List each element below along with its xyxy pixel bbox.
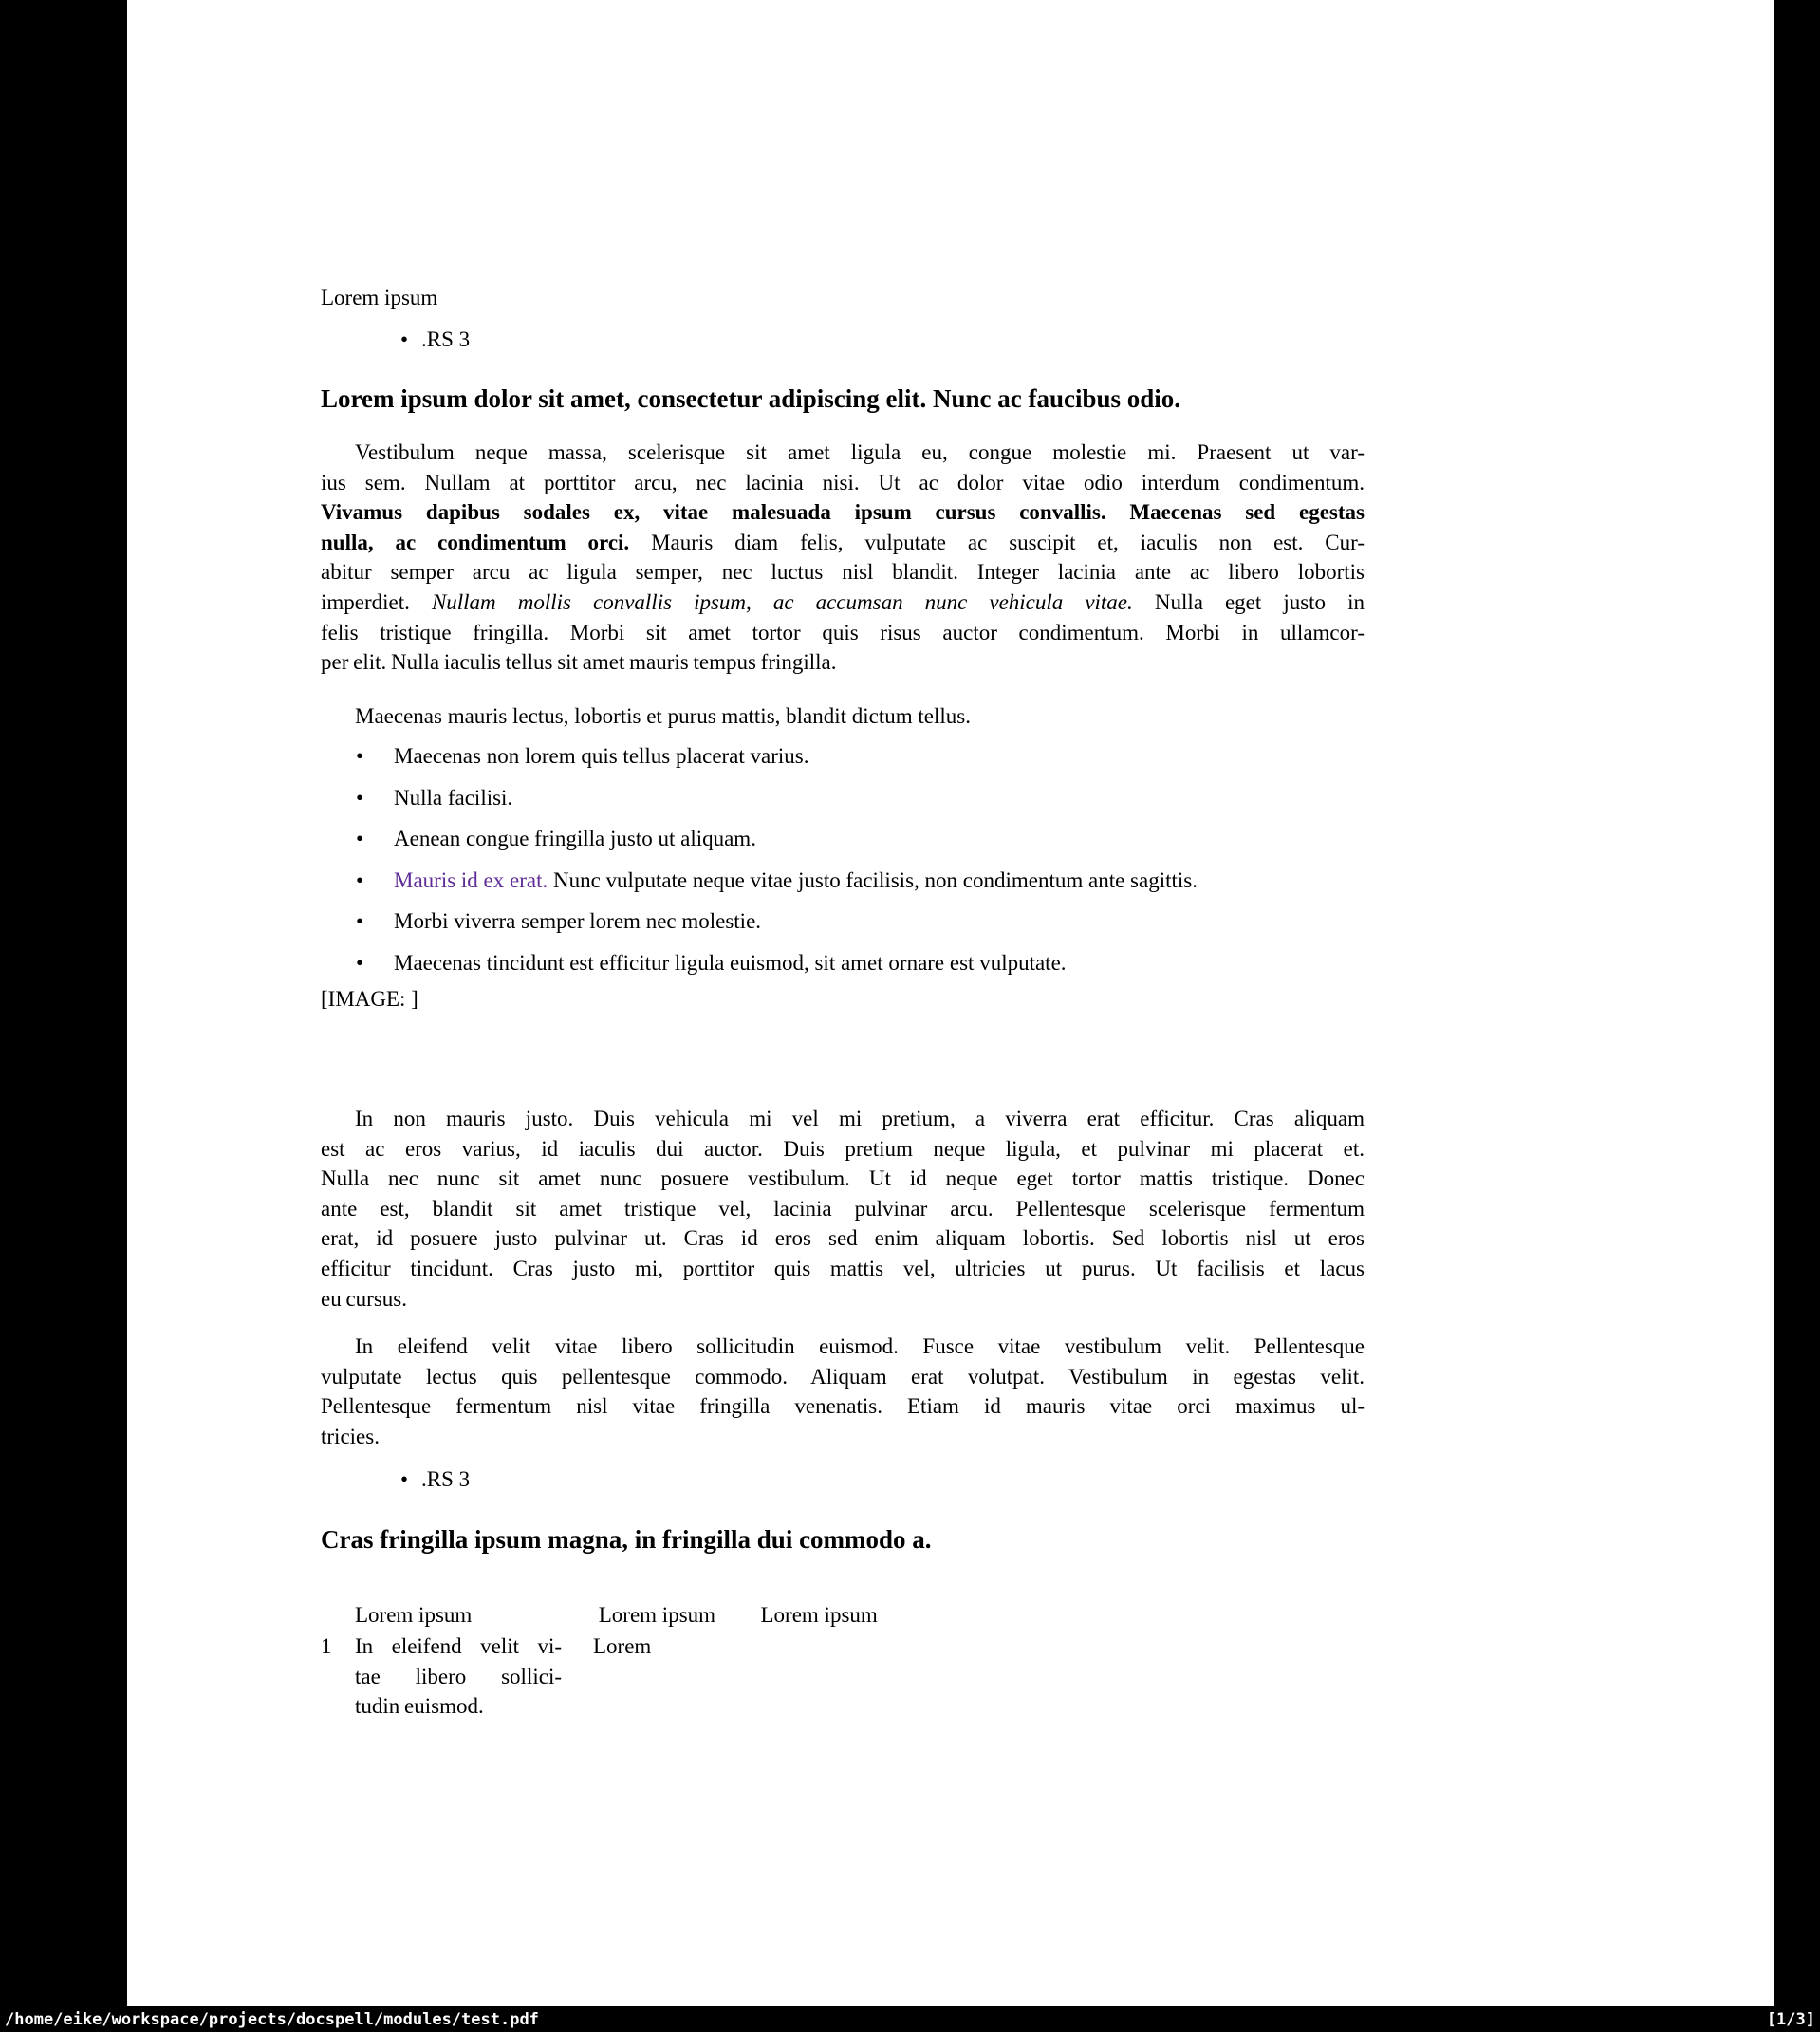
- text-segment: Nullam mollis convallis ipsum, ac accumsan nunc vehicula vitae.: [431, 589, 1133, 614]
- bullet-item-text: [394, 866, 1198, 896]
- bullet-list-item: [356, 741, 1365, 772]
- text-line: [321, 1254, 1365, 1284]
- rs-list-item-1: [400, 325, 470, 355]
- bullet-item-text: [394, 948, 1067, 979]
- text-segment: Mauris diam felis, vulputate ac suscipit et, iaculis non est. Cur-: [629, 530, 1365, 554]
- bullet-icon: •: [356, 827, 364, 851]
- top-label: Lorem ipsum: [321, 286, 438, 309]
- table-header-col3: Lorem ipsum: [760, 1603, 878, 1627]
- maecenas-line: Maecenas mauris lectus, lobortis et purus mattis, blandit dictum tellus.: [355, 704, 971, 728]
- text-line: [321, 1194, 1365, 1224]
- bullet-list: [321, 741, 1365, 990]
- text-segment: vulputate lectus quis pellentesque commodo. Aliquam erat volutpat. Vestibulum in egestas velit.: [321, 1364, 1365, 1389]
- text-segment: felis tristique fringilla. Morbi sit amet tortor quis risus auctor condimentum. Morbi in ullamcor-: [321, 620, 1365, 644]
- text-segment: Vivamus dapibus sodales ex, vitae malesuada ipsum cursus convallis. Maecenas sed egestas: [321, 500, 1365, 525]
- bullet-list-item: [356, 824, 1365, 854]
- table-header-row: [355, 1600, 878, 1631]
- bullet-item-text: [394, 783, 512, 813]
- text-segment: ante est, blandit sit amet tristique vel, lacinia pulvinar arcu. Pellentesque scelerisque fermentum: [321, 1196, 1365, 1221]
- text-line: [321, 1422, 1365, 1452]
- text-segment: abitur semper arcu ac ligula semper, nec luctus nisl blandit. Integer lacinia ante ac libero lobortis: [321, 560, 1365, 585]
- bullet-item-text: [394, 824, 756, 854]
- text-segment: ius sem. Nullam at porttitor arcu, nec lacinia nisi. Ut ac dolor vitae odio interdum condimentum.: [321, 470, 1365, 494]
- text-line: [321, 497, 1365, 528]
- pdf-page: [127, 0, 1774, 2006]
- section-heading-2: Cras fringilla ipsum magna, in fringilla dui commodo a.: [321, 1525, 932, 1554]
- statusbar-page-indicator: [1/3]: [1766, 2009, 1815, 2029]
- text-line: [321, 587, 1365, 618]
- table-header-col1: Lorem ipsum: [355, 1603, 473, 1627]
- text-line: [321, 1134, 1365, 1165]
- text-line: [321, 1104, 1365, 1134]
- text-line: [321, 438, 1365, 468]
- text-segment: est ac eros varius, id iaculis dui auctor. Duis pretium neque ligula, et pulvinar mi placerat et.: [321, 1136, 1365, 1161]
- text-segment: tudin euismod.: [355, 1694, 484, 1719]
- text-segment: Morbi viverra semper lorem nec molestie.: [394, 909, 762, 934]
- text-line: [321, 647, 1365, 678]
- table-cell-col1: [355, 1631, 562, 1722]
- text-segment: eu cursus.: [321, 1286, 407, 1311]
- bullet-icon: •: [356, 909, 364, 934]
- text-segment: Maecenas non lorem quis tellus placerat varius.: [394, 744, 809, 768]
- text-segment: tricies.: [321, 1424, 380, 1448]
- bullet-icon: •: [356, 950, 364, 975]
- text-segment: efficitur tincidunt. Cras justo mi, porttitor quis mattis vel, ultricies ut purus. Ut facilisis et lacus: [321, 1256, 1365, 1280]
- text-segment: In non mauris justo. Duis vehicula mi vel mi pretium, a viverra erat efficitur. Cras aliquam: [355, 1107, 1365, 1130]
- rs-item-text: .RS 3: [421, 327, 471, 351]
- text-segment: Vestibulum neque massa, scelerisque sit amet ligula eu, congue molestie mi. Praesent ut var-: [355, 440, 1365, 464]
- text-segment: Aenean congue fringilla justo ut aliquam.: [394, 827, 756, 851]
- bullet-item-text: [394, 906, 761, 937]
- section-heading-1: Lorem ipsum dolor sit amet, consectetur adipiscing elit. Nunc ac faucibus odio.: [321, 384, 1181, 413]
- text-segment: Pellentesque fermentum nisl vitae fringilla venenatis. Etiam id mauris vitae orci maximus ul-: [321, 1394, 1365, 1419]
- text-line: [355, 1691, 562, 1722]
- text-line: [321, 468, 1365, 498]
- paragraph-3: [321, 1332, 1365, 1451]
- text-line: [321, 528, 1365, 558]
- text-line: [321, 618, 1365, 648]
- bullet-list-item: [356, 948, 1365, 979]
- bullet-icon: •: [400, 1467, 409, 1491]
- image-placeholder-label: [IMAGE: ]: [321, 987, 418, 1011]
- statusbar: [0, 2006, 1820, 2032]
- bullet-icon: •: [356, 867, 364, 892]
- rs-list-item-2: [400, 1464, 470, 1495]
- text-segment: imperdiet.: [321, 589, 432, 614]
- bullet-icon: •: [400, 327, 409, 351]
- text-link[interactable]: Mauris id ex erat.: [394, 867, 548, 892]
- text-line: [321, 1362, 1365, 1392]
- text-line: [355, 1631, 562, 1662]
- paragraph-2: [321, 1104, 1365, 1314]
- bullet-icon: •: [356, 744, 364, 768]
- text-segment: Nunc vulputate neque vitae justo facilisis, non condimentum ante sagittis.: [548, 867, 1198, 892]
- bullet-list-item: [356, 783, 1365, 813]
- text-segment: In eleifend velit vitae libero sollicitudin euismod. Fusce vitae vestibulum velit. Pellentesque: [355, 1334, 1365, 1358]
- statusbar-file-path: /home/eike/workspace/projects/docspell/modules/test.pdf: [5, 2009, 539, 2029]
- text-line: [321, 557, 1365, 587]
- text-line: [321, 1332, 1365, 1362]
- text-segment: per elit. Nulla iaculis tellus sit amet mauris tempus fringilla.: [321, 650, 837, 675]
- rs-item-text: .RS 3: [421, 1467, 471, 1491]
- text-segment: Maecenas tincidunt est efficitur ligula euismod, sit amet ornare est vulputate.: [394, 950, 1067, 975]
- table-cell-col2: Lorem: [593, 1634, 652, 1658]
- text-line: [321, 1284, 1365, 1314]
- text-segment: erat, id posuere justo pulvinar ut. Cras id eros sed enim aliquam lobortis. Sed lobortis nisl ut eros: [321, 1226, 1365, 1251]
- text-segment: In eleifend velit vi-: [355, 1634, 562, 1658]
- bullet-list-item: [356, 866, 1365, 896]
- text-line: [321, 1223, 1365, 1254]
- text-segment: Nulla eget justo in: [1132, 589, 1365, 614]
- text-line: [321, 1164, 1365, 1194]
- table-row-number: 1: [321, 1634, 332, 1658]
- paragraph-1: [321, 438, 1365, 678]
- text-segment: Nulla nec nunc sit amet nunc posuere vestibulum. Ut id neque eget tortor mattis tristique. Donec: [321, 1166, 1365, 1191]
- table-header-col2: Lorem ipsum: [598, 1603, 716, 1627]
- text-line: [321, 1391, 1365, 1422]
- text-segment: Nulla facilisi.: [394, 785, 513, 810]
- bullet-item-text: [394, 741, 809, 772]
- text-segment: tae libero sollici-: [355, 1664, 562, 1688]
- bullet-list-item: [356, 906, 1365, 937]
- bullet-icon: •: [356, 785, 364, 810]
- text-line: [355, 1662, 562, 1692]
- text-segment: nulla, ac condimentum orci.: [321, 530, 630, 554]
